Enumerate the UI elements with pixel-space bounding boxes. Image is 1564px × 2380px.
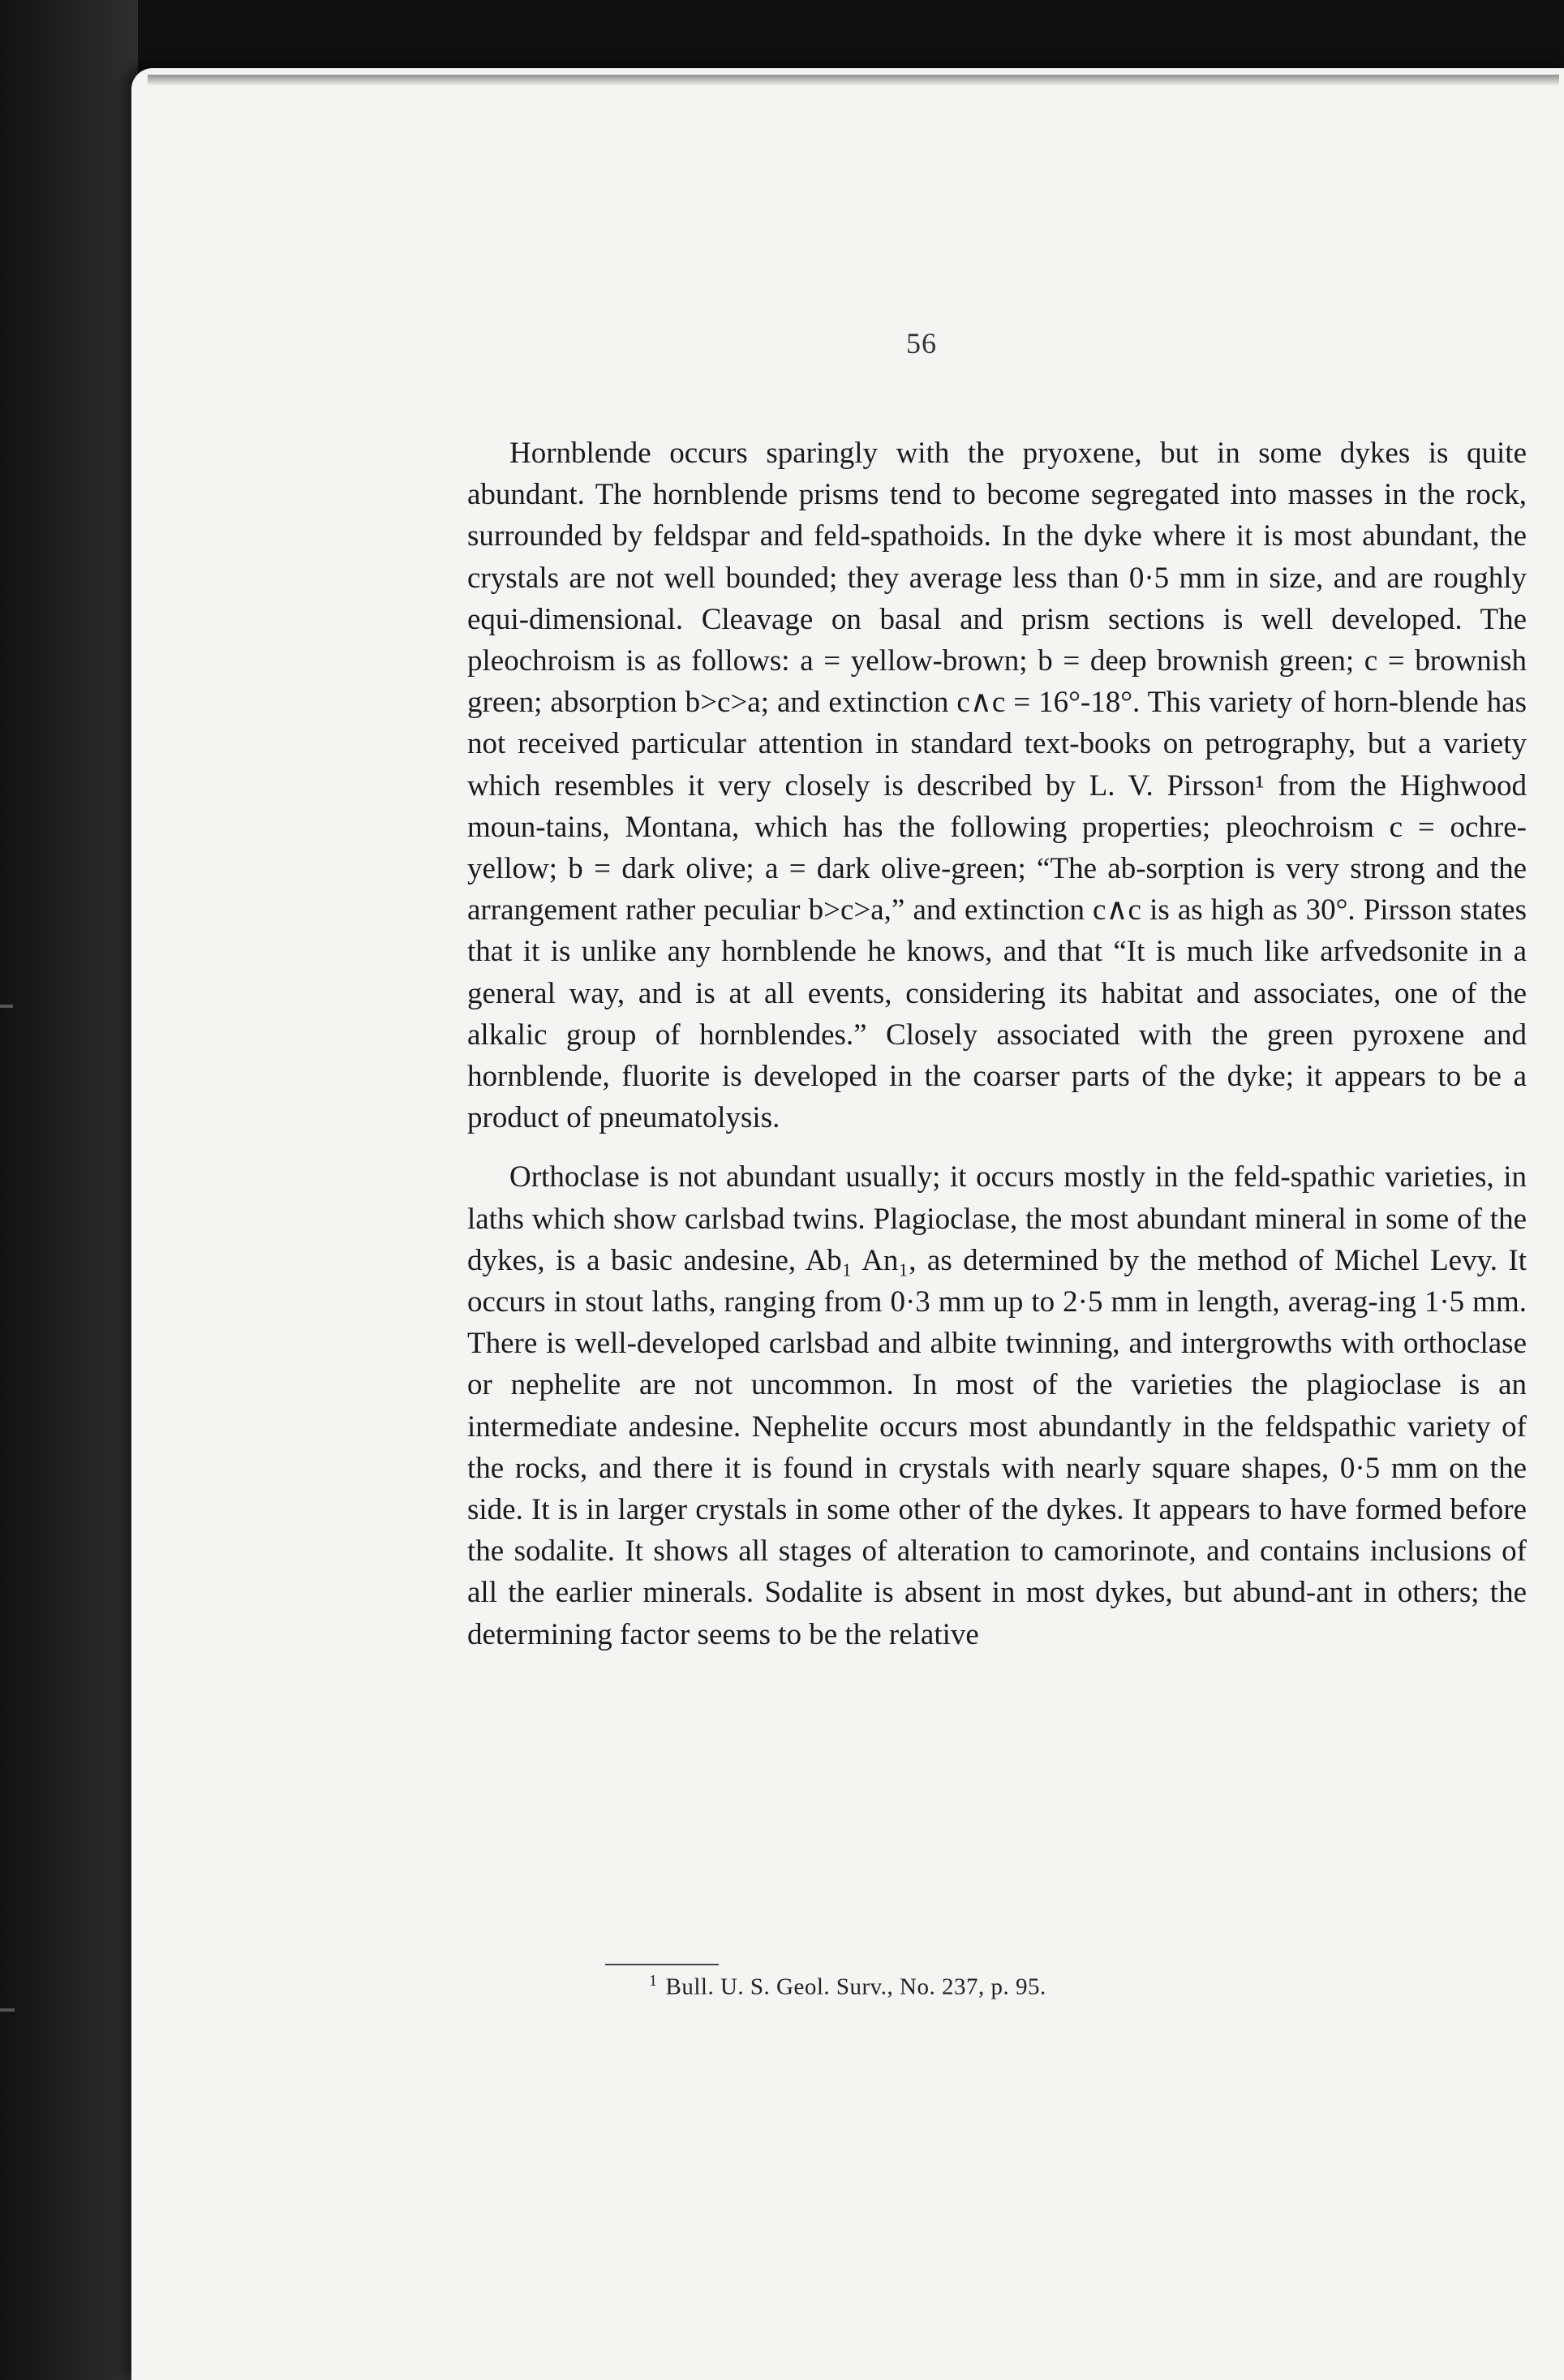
body-text	[467, 433, 1527, 1655]
footnote-rule	[605, 1964, 719, 1965]
scan-edge-mark	[0, 2008, 15, 2012]
page-edge-shadow	[148, 75, 1559, 86]
footnote-text: Bull. U. S. Geol. Surv., No. 237, p. 95.	[665, 1973, 1046, 2000]
scan-edge-mark	[0, 1005, 13, 1008]
scan-background-left	[0, 0, 138, 2380]
footnote	[649, 1972, 1046, 2001]
footnote-marker: 1	[649, 1972, 658, 1990]
scan-background-top	[0, 0, 1564, 73]
paragraph-orthoclase: Orthoclase is not abundant usually; it occurs mostly in the feld-spathic varieties, in laths which show carlsbad twins. Plagioclase, the most abundant mineral in some of the dykes, is a basic andesine, Ab₁ An₁, as determined by the method of Michel Levy. It occurs in stout laths, ranging from 0·3 mm up to 2·5 mm in length, averag-ing 1·5 mm. There is well-developed carlsbad and albite twinning, and intergrowths with orthoclase or nephelite are not uncommon. In most of the varieties the plagioclase is an intermediate andesine. Nephelite occurs most abundantly in the feldspathic variety of the rocks, and there it is found in crystals with nearly square shapes, 0·5 mm on the side. It is in larger crystals in some other of the dykes. It appears to have formed before the sodalite. It shows all stages of alteration to camorinote, and contains inclusions of all the earlier minerals. Sodalite is absent in most dykes, but abund-ant in others; the determining factor seems to be the relative	[467, 1160, 1527, 1651]
page-number: 56	[906, 327, 937, 359]
paragraph-hornblende: Hornblende occurs sparingly with the pryoxene, but in some dykes is quite abundant. The hornblende prisms tend to become segregated into masses in the rock, surrounded by feldspar and feld-spathoids. In the dyke where it is most abundant, the crystals are not well bounded; they average less than 0·5 mm in size, and are roughly equi-dimensional. Cleavage on basal and prism sections is well developed. The pleochroism is as follows: a = yellow-brown; b = deep brownish green; c = brownish green; absorption b>c>a; and extinction c∧c = 16°-18°. This variety of horn-blende has not received particular attention in standard text-books on petrography, but a variety which resembles it very closely is described by L. V. Pirsson¹ from the Highwood moun-tains, Montana, which has the following properties; pleochroism c = ochre-yellow; b = dark olive; a = dark olive-green; “The ab-sorption is very strong and the arrangement rather peculiar b>c>a,” and extinction c∧c is as high as 30°. Pirsson states that it is unlike any hornblende he knows, and that “It is much like arfvedsonite in a general way, and is at all events, considering its habitat and associates, one of the alkalic group of hornblendes.” Closely associated with the green pyroxene and hornblende, fluorite is developed in the coarser parts of the dyke; it appears to be a product of pneumatolysis.	[467, 437, 1527, 1135]
